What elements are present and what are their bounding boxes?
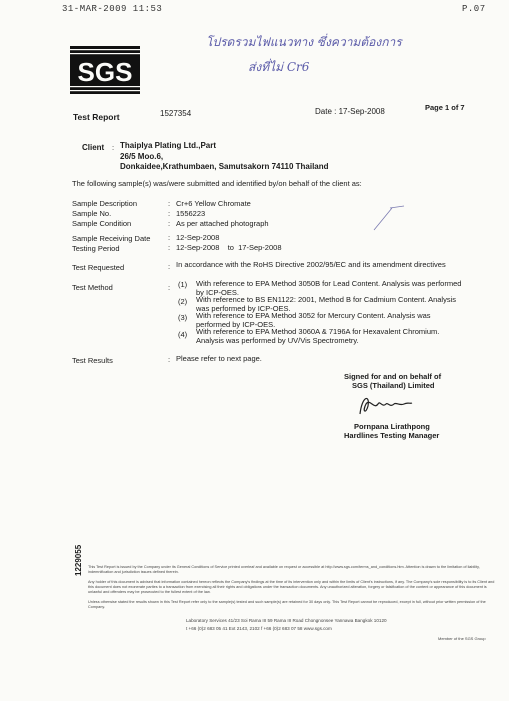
- test-results-label: Test Results: [72, 356, 113, 365]
- method-2-line2: was performed by ICP-OES.: [196, 304, 291, 313]
- footer-side-number: 1229055: [74, 544, 83, 576]
- method-4-line1: With reference to EPA Method 3060A & 7196A for Hexavalent Chromium.: [196, 327, 440, 336]
- receiving-date-value: 12-Sep-2008: [176, 233, 220, 242]
- test-requested-label: Test Requested: [72, 263, 125, 272]
- company-name: SGS (Thailand) Limited: [352, 381, 435, 390]
- testing-period-label: Testing Period: [72, 244, 120, 253]
- method-3-line1: With reference to EPA Method 3052 for Mercury Content. Analysis was: [196, 311, 431, 320]
- footer-note-1: This Test Report is issued by the Company under its General Conditions of Service printed overleaf and available on request or accessible at http://www.sgs.com/terms_and_conditions.htm. Attention is drawn to the limitation of liability, indemnification and jurisdiction issues defined therein.: [88, 565, 480, 574]
- method-num-3: (3): [178, 313, 188, 322]
- colon: :: [168, 199, 171, 208]
- footer-member: Member of the SGS Group: [438, 636, 486, 641]
- sample-no-value: 1556223: [176, 209, 206, 218]
- sgs-logo: [70, 46, 140, 94]
- handwritten-note-line1: โปรดรวมไฟแนวทาง ซึ่งความต้องการ: [206, 35, 402, 49]
- colon: :: [168, 283, 171, 292]
- handwritten-note-line2: ส่งที่ไม่ Cr6: [248, 60, 310, 74]
- footer-address-1: Laboratory Services 41/23 Soi Rama III 59 Rama III Road Chongnonsee Yannawa Bangkok 10120: [186, 618, 387, 623]
- footer-note-3: Unless otherwise stated the results shown in this Test Report refer only to the sample(s) tested and such sample(s) are retained for 30 days only. This Test Report cannot be reproduced, except in full, without prior written permission of the Company.: [88, 600, 486, 609]
- test-method-label: Test Method: [72, 283, 113, 292]
- signed-on-behalf: Signed for and on behalf of: [344, 372, 442, 381]
- footer-address-2: t +66 (0)2 683 05 41 Ext 2143, 2102 f +66 (0)2 683 07 58 www.sgs.com: [186, 626, 332, 631]
- client-name: Thaiplya Plating Ltd.,Part: [120, 141, 217, 150]
- testing-period-value: 12-Sep-2008 to 17-Sep-2008: [176, 243, 282, 252]
- client-label: Client: [82, 143, 105, 152]
- page-count: Page 1 of 7: [425, 103, 465, 112]
- report-number: 1527354: [160, 109, 192, 118]
- intro-text: The following sample(s) was/were submitted and identified by/on behalf of the client as:: [72, 179, 362, 188]
- method-4-line2: Analysis was performed by UV/Vis Spectrometry.: [196, 336, 359, 345]
- receiving-date-label: Sample Receiving Date: [72, 234, 151, 243]
- sgs-logo-text: SGS: [77, 57, 133, 87]
- report-date: Date : 17-Sep-2008: [315, 107, 385, 116]
- method-num-4: (4): [178, 330, 188, 339]
- report-title: Test Report: [73, 112, 120, 122]
- pen-stroke: [370, 204, 410, 234]
- method-1-line2: by ICP-OES.: [196, 288, 239, 297]
- footer-note-2: Any holder of this document is advised that information contained hereon reflects the Company's findings at the time of its intervention only and within the limits of Client's instructions, if any. The Company's sole responsibility is to its Client and this document does not exonerate parties to a transaction from exercising all their rights and obligations under the transaction documents. Any unauthorized alteration, forgery or falsification of the content or appearance of this document is unlawful and offenders may be prosecuted to the fullest extent of the law.: [88, 580, 495, 594]
- sample-description-value: Cr+6 Yellow Chromate: [176, 199, 251, 208]
- colon: :: [168, 219, 171, 228]
- fax-page-number: P.07: [462, 4, 486, 14]
- sample-no-label: Sample No.: [72, 209, 112, 218]
- method-2-line1: With reference to BS EN1122: 2001, Method B for Cadmium Content. Analysis: [196, 295, 456, 304]
- sample-condition-label: Sample Condition: [72, 219, 132, 228]
- colon: :: [168, 209, 171, 218]
- test-results-value: Please refer to next page.: [176, 354, 262, 363]
- colon: :: [168, 233, 171, 242]
- method-3-line2: performed by ICP-OES.: [196, 320, 276, 329]
- client-address1: 26/5 Moo.6,: [120, 152, 164, 161]
- colon: :: [168, 243, 171, 252]
- test-requested-value: In accordance with the RoHS Directive 2002/95/EC and its amendment directives: [176, 260, 446, 269]
- method-1-line1: With reference to EPA Method 3050B for Lead Content. Analysis was performed: [196, 279, 462, 288]
- colon: :: [168, 262, 171, 271]
- colon: :: [168, 355, 171, 364]
- method-num-1: (1): [178, 280, 188, 289]
- signatory-name: Pornpana Lirathpong: [354, 422, 430, 431]
- signatory-title: Hardlines Testing Manager: [344, 431, 440, 440]
- client-address2: Donkaidee,Krathumbaen, Samutsakorn 74110 Thailand: [120, 162, 329, 171]
- fax-datetime: 31-MAR-2009 11:53: [62, 4, 163, 14]
- method-num-2: (2): [178, 297, 188, 306]
- sample-condition-value: As per attached photograph: [176, 219, 269, 228]
- sample-description-label: Sample Description: [72, 199, 138, 208]
- handwritten-signature: [356, 392, 416, 420]
- client-colon: :: [112, 143, 115, 152]
